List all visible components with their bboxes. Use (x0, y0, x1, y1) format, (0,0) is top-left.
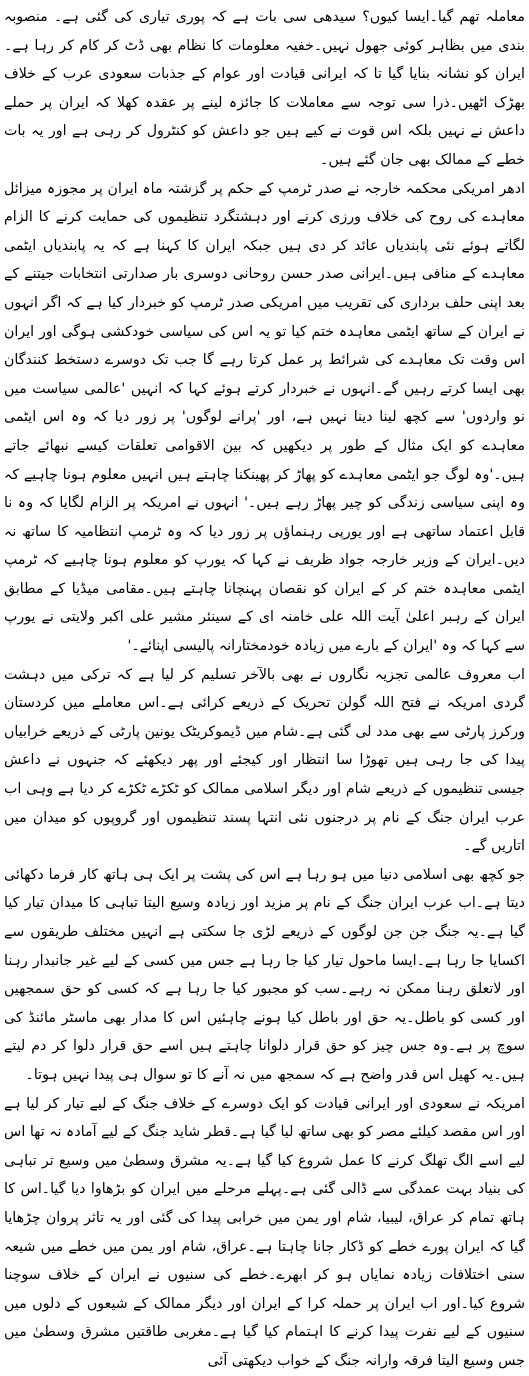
article-paragraph-4: جو کچھ بھی اسلامی دنیا میں ہو رہا ہے اس کی پشت پر ایک ہی ہاتھ کار فرما دکھائی دیتا ہے۔اب عرب ایران جنگ کے نام پر مزید اور زیادہ وسیع الیتا تباہی کا میدان تیار کیا گیا ہے۔یہ جنگ جن جن لوگوں کے ذریعے لڑی جا سکتی ہے انہیں مختلف طریقوں سے اکسایا جا رہا ہے۔ایسا ماحول تیار کیا جا رہا ہے جس میں کسی کے لیے غیر جانبدار رہنا اور لاتعلق رہنا ممکن نہ رہے۔سب کو مجبور کیا جا رہا ہے کہ کسی کو حق سمجھیں اور کسی کو باطل۔یہ حق اور باطل کیا ہونے چاہئیں اس کا مدار بھی ماسٹر مائنڈ کی سوچ پر ہے۔وہ جس چیز کو حق قرار دلوانا چاہتے ہیں اسے حق قرار دلوا کر دم لیتے ہیں۔یہ کھیل اس قدر واضح ہے کہ سمجھ میں نہ آنے کا تو سوال ہی پیدا نہیں ہوتا۔ (4, 866, 525, 1083)
article-paragraph-2: ادھر امریکی محکمہ خارجہ نے صدر ٹرمپ کے حکم پر گزشتہ ماہ ایران پر مجوزہ میزائل معاہدے کی روح کی خلاف ورزی کرنے اور دہشتگرد تنظیموں کی حمایت کرنے کا الزام لگاتے ہوئے نئی پابندیاں عائد کر دی ہیں جبکہ ایران کا کہنا ہے کہ یہ پابندیاں ایٹمی معاہدے کے منافی ہیں۔ایرانی صدر حسن روحانی دوسری بار صدارتی انتخابات جیتنے کے بعد اپنی حلف برداری کی تقریب میں امریکی صدر ٹرمپ کو خبردار کیا ہے کہ اگر انہوں نے ایران کے ساتھ ایٹمی معاہدہ ختم کیا تو یہ اس کی سیاسی خودکشی ہوگی اور ایران اس وقت تک معاہدے کی شرائط پر عمل کرتا رہے گا جب تک دوسرے دستخط کنندگان بھی ایسا کرتے رہیں گے۔انہوں نے خبردار کرتے ہوئے کہا کہ انہیں 'عالمی سیاست میں نو واردوں' سے کچھ لینا دینا نہیں ہے، اور 'پرانے لوگوں' پر زور دیا کہ وہ اس ایٹمی معاہدے کو ایک مثال کے طور پر دیکھیں کہ بین الاقوامی تعلقات کیسے نبھائے جاتے ہیں۔'وہ لوگ جو ایٹمی معاہدے کو پھاڑ کر پھینکنا چاہتے ہیں انہیں معلوم ہونا چاہیے کہ وہ اپنی سیاسی زندگی کو چیر پھاڑ رہے ہیں۔' انہوں نے امریکہ پر الزام لگایا کہ وہ نا قابل اعتماد ساتھی ہے اور یورپی رہنماؤں پر زور دیا کہ وہ ٹرمپ انتظامیہ کا ساتھ نہ دیں۔ایران کے وزیر خارجہ جواد ظریف نے کہا کہ یورپ کو معلوم ہونا چاہیے کہ ٹرمپ ایٹمی معاہدہ ختم کر کے ایران کو نقصان پہنچانا چاہتے ہیں۔مقامی میڈیا کے مطابق ایران کے رہبر اعلیٰ آیت اللہ علی خامنہ ای کے سینئر مشیر علی اکبر ولایتی نے یورپ سے کہا کہ وہ 'ایران کے بارے میں زیادہ خودمختارانہ پالیسی اپنائے۔' (4, 180, 525, 655)
article-paragraph-5: امریکہ نے سعودی اور ایرانی قیادت کو ایک دوسرے کے خلاف جنگ کے لیے تیار کر لیا ہے اور اس مقصد کیلئے مصر کو بھی ساتھ لیا گیا ہے۔قطر شاید جنگ کے لیے آمادہ نہ تھا اس لیے اسے الگ تھلگ کرنے کا عمل شروع کیا گیا ہے۔یہ مشرق وسطیٰ میں وسیع تر تباہی کی بنیاد بہت عمدگی سے ڈالی گئی ہے۔پہلے مرحلے میں ایران کو بڑھاوا دیا گیا۔اس کا ہاتھ تمام کر عراق، لیبیا، شام اور یمن میں خرابی پیدا کی گئی اور یہ تاثر پروان چڑھایا گیا کہ ایران پورے خطے کو ڈکار جانا چاہتا ہے۔عراق، شام اور یمن میں خطے میں شیعہ سنی اختلافات زیادہ نمایاں ہو کر ابھرے۔خطے کی سنیوں نے ایران کے خلاف سوچنا شروع کیا۔اور اب ایران پر حملہ کرا کے ایران اور دیگر ممالک کے شیعوں کے دلوں میں سنیوں کے لیے نفرت پیدا کرنے کا اہتمام کیا گیا ہے۔مغربی طاقتیں مشرق وسطیٰ میں جس وسیع الیتا فرقہ وارانہ جنگ کے خواب دیکھتی آئی (4, 1095, 525, 1369)
article-paragraph-3: اب معروف عالمی تجزیہ نگاروں نے بھی بالآخر تسلیم کر لیا ہے کہ ترکی میں دہشت گردی امریکہ نے فتح اللہ گولن تحریک کے ذریعے کرائی ہے۔اس معاملے میں کردستان ورکرز پارٹی سے بھی مدد لی گئی ہے۔شام میں ڈیموکریٹک یونین پارٹی کے ذریعے خرابیاں پیدا کی جا رہی ہیں تھوڑا سا انتظار اور کیجئے اور پھر دیکھئے کہ جنہوں نے داعش جیسی تنظیموں کے ذریعے شام اور دیگر اسلامی ممالک کو ٹکڑے ٹکڑے کر دیا ہے وہی اب عرب ایران جنگ کے نام پر درجنوں نئی انتہا پسند تنظیموں اور گروپوں کو میدان میں اتاریں گے۔ (4, 666, 525, 855)
article-paragraph-1: معاملہ تھم گیا۔ایسا کیوں؟ سیدھی سی بات ہے کہ پوری تیاری کی گئی ہے۔ منصوبہ بندی میں بظاہر کوئی جھول نہیں۔خفیہ معلومات کا نظام بھی ڈٹ کر کام کر رہا ہے۔ایران کو نشانہ بنایا گیا تا کہ ایرانی قیادت اور عوام کے جذبات سعودی عرب کے خلاف بھڑک اٹھیں۔ذرا سی توجہ سے معاملات کا جائزہ لینے پر عقدہ کھلا کہ ایران پر حملے داعش نے نہیں بلکہ اس قوت نے کیے ہیں جو داعش کو کنٹرول کر رہی ہے اور یہ بات خطے کے ممالک بھی جان گئے ہیں۔ (4, 9, 525, 168)
